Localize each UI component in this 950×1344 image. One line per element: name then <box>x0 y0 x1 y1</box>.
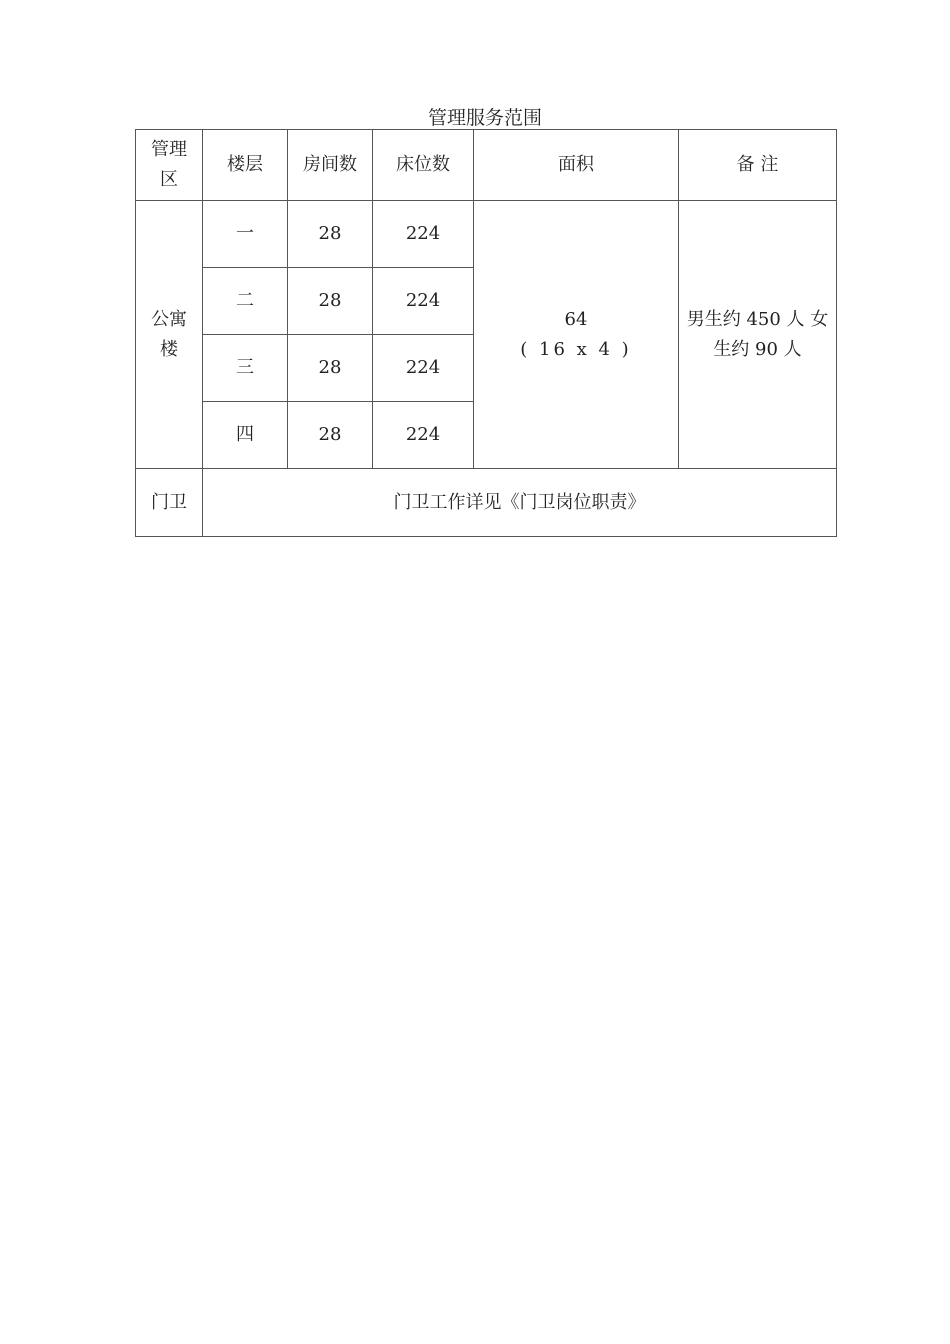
apartment-zone-cell <box>136 201 203 469</box>
gate-note-cell: 门卫工作详见《门卫岗位职责》 <box>203 469 837 537</box>
table-header-row <box>136 130 837 201</box>
remark-line2: 生约 90 人 <box>713 338 802 360</box>
service-scope-table <box>135 129 837 537</box>
beds-cell: 224 <box>373 201 474 268</box>
header-area: 面积 <box>474 130 679 201</box>
floor-cell: 二 <box>203 268 288 335</box>
rooms-cell: 28 <box>288 201 373 268</box>
header-zone-line2: 区 <box>160 169 178 190</box>
floor-cell: 四 <box>203 402 288 469</box>
gate-row <box>136 469 837 537</box>
header-remarks: 备 注 <box>679 130 837 201</box>
floor-cell: 一 <box>203 201 288 268</box>
header-floor: 楼层 <box>203 130 288 201</box>
rooms-cell: 28 <box>288 268 373 335</box>
gate-zone-cell: 门卫 <box>136 469 203 537</box>
remark-line1: 男生约 450 人 女 <box>686 308 829 330</box>
apartment-zone-line1: 公寓 <box>151 308 187 330</box>
beds-cell: 224 <box>373 402 474 469</box>
document-title: 管理服务范围 <box>427 107 542 129</box>
table-row <box>136 201 837 268</box>
header-beds: 床位数 <box>373 130 474 201</box>
rooms-cell: 28 <box>288 335 373 402</box>
remarks-cell <box>679 201 837 469</box>
floor-cell: 三 <box>203 335 288 402</box>
rooms-cell: 28 <box>288 402 373 469</box>
header-zone <box>136 130 203 201</box>
header-zone-line1: 管理 <box>151 139 187 160</box>
beds-cell: 224 <box>373 268 474 335</box>
header-rooms: 房间数 <box>288 130 373 201</box>
area-formula: ( 16 x 4 ) <box>520 338 632 360</box>
area-cell <box>474 201 679 469</box>
beds-cell: 224 <box>373 335 474 402</box>
area-value: 64 <box>564 308 588 330</box>
apartment-zone-line2: 楼 <box>160 338 178 360</box>
